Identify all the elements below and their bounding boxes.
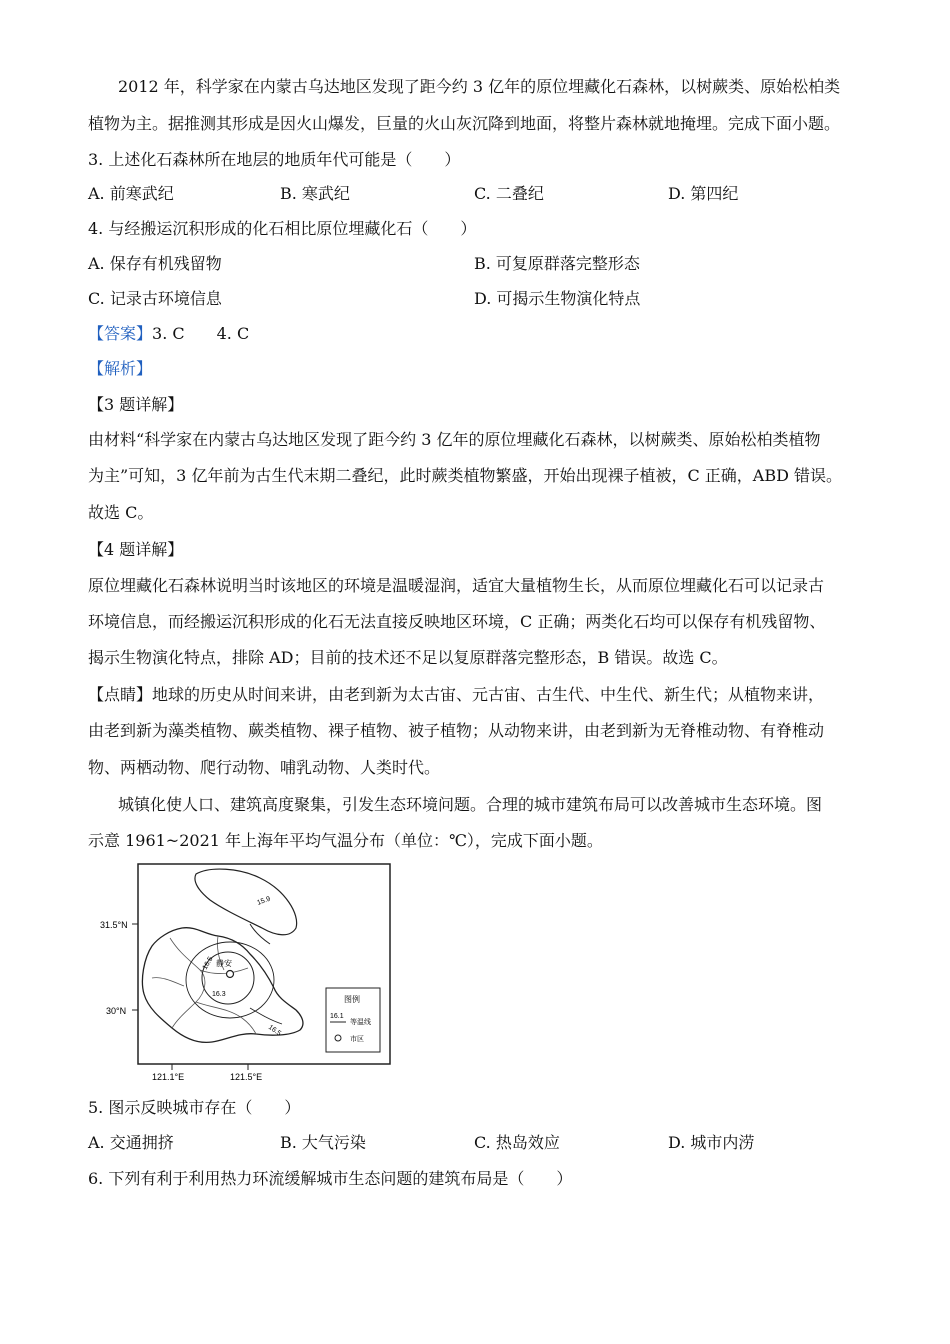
q3-stem: 3. 上述化石森林所在地层的地质年代可能是（ ）	[88, 150, 461, 169]
q4-option-c: C. 记录古环境信息	[88, 289, 222, 308]
tip-line1: 【点睛】地球的历史从时间来讲，由老到新为太古宙、元古宙、古生代、中生代、新生代；从植物来讲，	[88, 685, 825, 704]
lat-label-top: 31.5°N	[100, 920, 128, 930]
isotherm-label: 16.5	[266, 1023, 283, 1038]
detail4-heading: 【4 题详解】	[88, 540, 184, 559]
legend-city-label: 市区	[350, 1036, 364, 1043]
tip-line2: 由老到新为藻类植物、蕨类植物、裸子植物、被子植物；从动物来讲，由老到新为无脊椎动物、有脊椎动	[88, 721, 825, 740]
detail3-line3: 故选 C。	[88, 503, 154, 522]
q5-option-d: D. 城市内涝	[668, 1133, 755, 1152]
legend-isotherm-label: 等温线	[350, 1019, 371, 1026]
q3-option-c: C. 二叠纪	[474, 184, 544, 203]
legend-title: 图例	[344, 995, 360, 1004]
q5-option-b: B. 大气污染	[280, 1133, 366, 1152]
lon-label-right: 121.5°E	[230, 1072, 263, 1082]
isotherm-label: 16.5	[201, 955, 215, 971]
detail4-line3: 揭示生物演化特点，排除 AD；目前的技术还不足以复原群落完整形态，B 错误。故选 C。	[88, 648, 728, 667]
q4-stem: 4. 与经搬运沉积形成的化石相比原位埋藏化石（ ）	[88, 219, 477, 238]
q5-stem: 5. 图示反映城市存在（ ）	[88, 1098, 301, 1117]
passage2-line2: 示意 1961~2021 年上海年平均气温分布（单位：℃），完成下面小题。	[88, 831, 603, 850]
answer-text: 3. C 4. C	[152, 324, 250, 343]
legend-isotherm-value: 16.1	[330, 1013, 344, 1020]
detail3-line2: 为主”可知，3 亿年前为古生代末期二叠纪，此时蕨类植物繁盛，开始出现裸子植被，C 正确，ABD 错误。	[88, 466, 843, 485]
q5-option-a: A. 交通拥挤	[88, 1133, 174, 1152]
q4-option-d: D. 可揭示生物演化特点	[474, 289, 641, 308]
q3-option-b: B. 寒武纪	[280, 184, 350, 203]
legend-city-marker	[335, 1035, 341, 1041]
shanghai-temperature-map	[100, 858, 400, 1088]
q5-option-c: C. 热岛效应	[474, 1133, 560, 1152]
answer-line	[88, 324, 249, 344]
isotherm-label: 15.9	[256, 895, 272, 907]
q6-stem: 6. 下列有利于利用热力环流缓解城市生态问题的建筑布局是（ ）	[88, 1169, 573, 1188]
detail3-line1: 由材料“科学家在内蒙古乌达地区发现了距今约 3 亿年的原位埋藏化石森林，以树蕨类、原始松柏类植物	[88, 430, 821, 449]
detail3-heading: 【3 题详解】	[88, 395, 184, 414]
q3-option-a: A. 前寒武纪	[88, 184, 174, 203]
isotherm-label: 16.3	[212, 991, 226, 998]
lat-label-bottom: 30°N	[106, 1006, 127, 1016]
passage1-line1: 2012 年，科学家在内蒙古乌达地区发现了距今约 3 亿年的原位埋藏化石森林，以树蕨类、原始松柏类	[118, 77, 841, 96]
q3-option-d: D. 第四纪	[668, 184, 739, 203]
q4-option-b: B. 可复原群落完整形态	[474, 254, 640, 273]
city-center-marker	[227, 971, 234, 978]
answer-tag: 【答案】	[88, 324, 153, 343]
detail4-line1: 原位埋藏化石森林说明当时该地区的环境是温暖湿润，适宜大量植物生长，从而原位埋藏化石可以记录古	[88, 576, 825, 595]
passage2-line1: 城镇化使人口、建筑高度聚集，引发生态环境问题。合理的城市建筑布局可以改善城市生态环境。图	[118, 795, 823, 814]
passage1-line2: 植物为主。据推测其形成是因火山爆发，巨量的火山灰沉降到地面，将整片森林就地掩埋。完成下面小题。	[88, 114, 841, 133]
tip-line3: 物、两栖动物、爬行动物、哺乳动物、人类时代。	[88, 758, 441, 777]
lon-label-left: 121.1°E	[152, 1072, 185, 1082]
analysis-tag: 【解析】	[88, 359, 153, 378]
detail4-line2: 环境信息，而经搬运沉积形成的化石无法直接反映地区环境，C 正确；两类化石均可以保存有机残留物、	[88, 612, 826, 631]
q4-option-a: A. 保存有机残留物	[88, 254, 222, 273]
city-label: 静安	[216, 959, 232, 968]
